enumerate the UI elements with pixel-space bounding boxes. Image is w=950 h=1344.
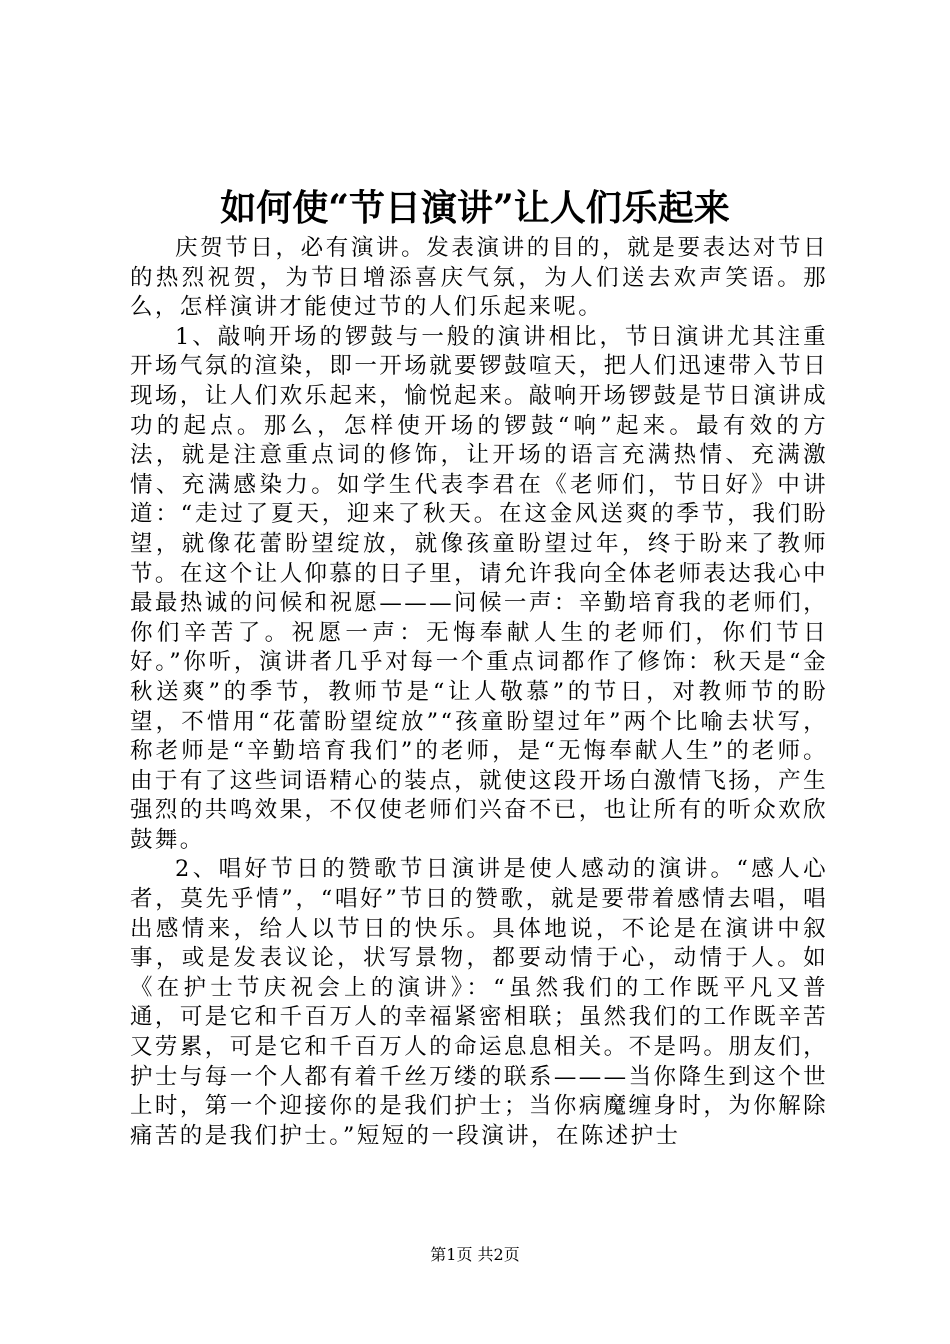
document-title: 如何使“节日演讲”让人们乐起来 bbox=[220, 187, 730, 229]
document-body bbox=[130, 234, 828, 1151]
page-number-footer: 第1页 共2页 bbox=[430, 1245, 520, 1264]
paragraph-section-2: 2、唱好节日的赞歌节日演讲是使人感动的演讲。“感人心者，莫先乎情”，“唱好”节日的赞歌，就是要带着感情去唱，唱出感情来，给人以节日的快乐。具体地说，不论是在演讲中叙事，或是发表议论，状写景物，都要动情于心，动情于人。如《在护士节庆祝会上的演讲》：“虽然我们的工作既平凡又普通，可是它和千百万人的幸福紧密相联；虽然我们的工作既辛苦又劳累，可是它和千百万人的命运息息相关。不是吗。朋友们，护士与每一个人都有着千丝万缕的联系———当你降生到这个世上时，第一个迎接你的是我们护士；当你病魔缠身时，为你解除痛苦的是我们护士。”短短的一段演讲，在陈述护士 bbox=[130, 856, 828, 1149]
paragraph-intro: 庆贺节日，必有演讲。发表演讲的目的，就是要表达对节日的热烈祝贺，为节日增添喜庆气氛，为人们送去欢声笑语。那么，怎样演讲才能使过节的人们乐起来呢。 bbox=[130, 235, 828, 321]
paragraph-section-1: 1、敲响开场的锣鼓与一般的演讲相比，节日演讲尤其注重开场气氛的渲染，即一开场就要锣鼓喧天，把人们迅速带入节日现场，让人们欢乐起来，愉悦起来。敲响开场锣鼓是节日演讲成功的起点。那么，怎样使开场的锣鼓“响”起来。最有效的方法，就是注意重点词的修饰，让开场的语言充满热情、充满激情、充满感染力。如学生代表李君在《老师们，节日好》中讲道：“走过了夏天，迎来了秋天。在这金风送爽的季节，我们盼望，就像花蕾盼望绽放，就像孩童盼望过年，终于盼来了教师节。在这个让人仰慕的日子里，请允许我向全体老师表达我心中最最热诚的问候和祝愿———问候一声：辛勤培育我的老师们，你们辛苦了。祝愿一声：无悔奉献人生的老师们，你们节日好。”你听，演讲者几乎对每一个重点词都作了修饰：秋天是“金秋送爽”的季节，教师节是“让人敬慕”的节日，对教师节的盼望，不惜用“花蕾盼望绽放”“孩童盼望过年”两个比喻去状写，称老师是“辛勤培育我们”的老师，是“无悔奉献人生”的老师。由于有了这些词语精心的装点，就使这段开场白激情飞扬，产生强烈的共鸣效果，不仅使老师们兴奋不已，也让所有的听众欢欣鼓舞。 bbox=[130, 323, 828, 853]
